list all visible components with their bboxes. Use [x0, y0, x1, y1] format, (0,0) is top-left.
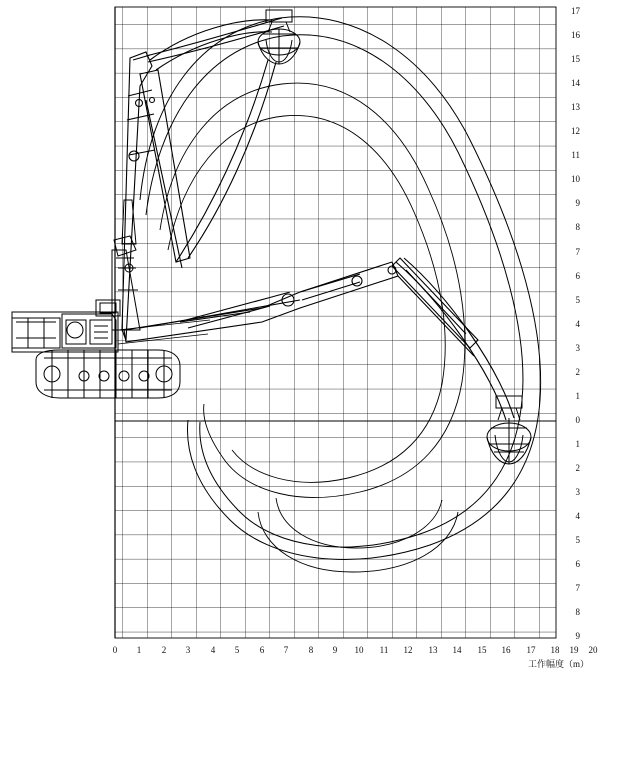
diagram-canvas: 0 1 2 3 4 5 6 7 8 9 10 11 12 13 14 15 16 17 18 19 20 17 16 15 14 13 12 11 10 9 8 7 6 5 4 3 2 1 0 1 2 3 4 5 6 7 8 9 工作幅度（m） — [0, 0, 636, 773]
x-axis-caption: 工作幅度（m） — [528, 659, 590, 669]
grid — [115, 7, 556, 638]
